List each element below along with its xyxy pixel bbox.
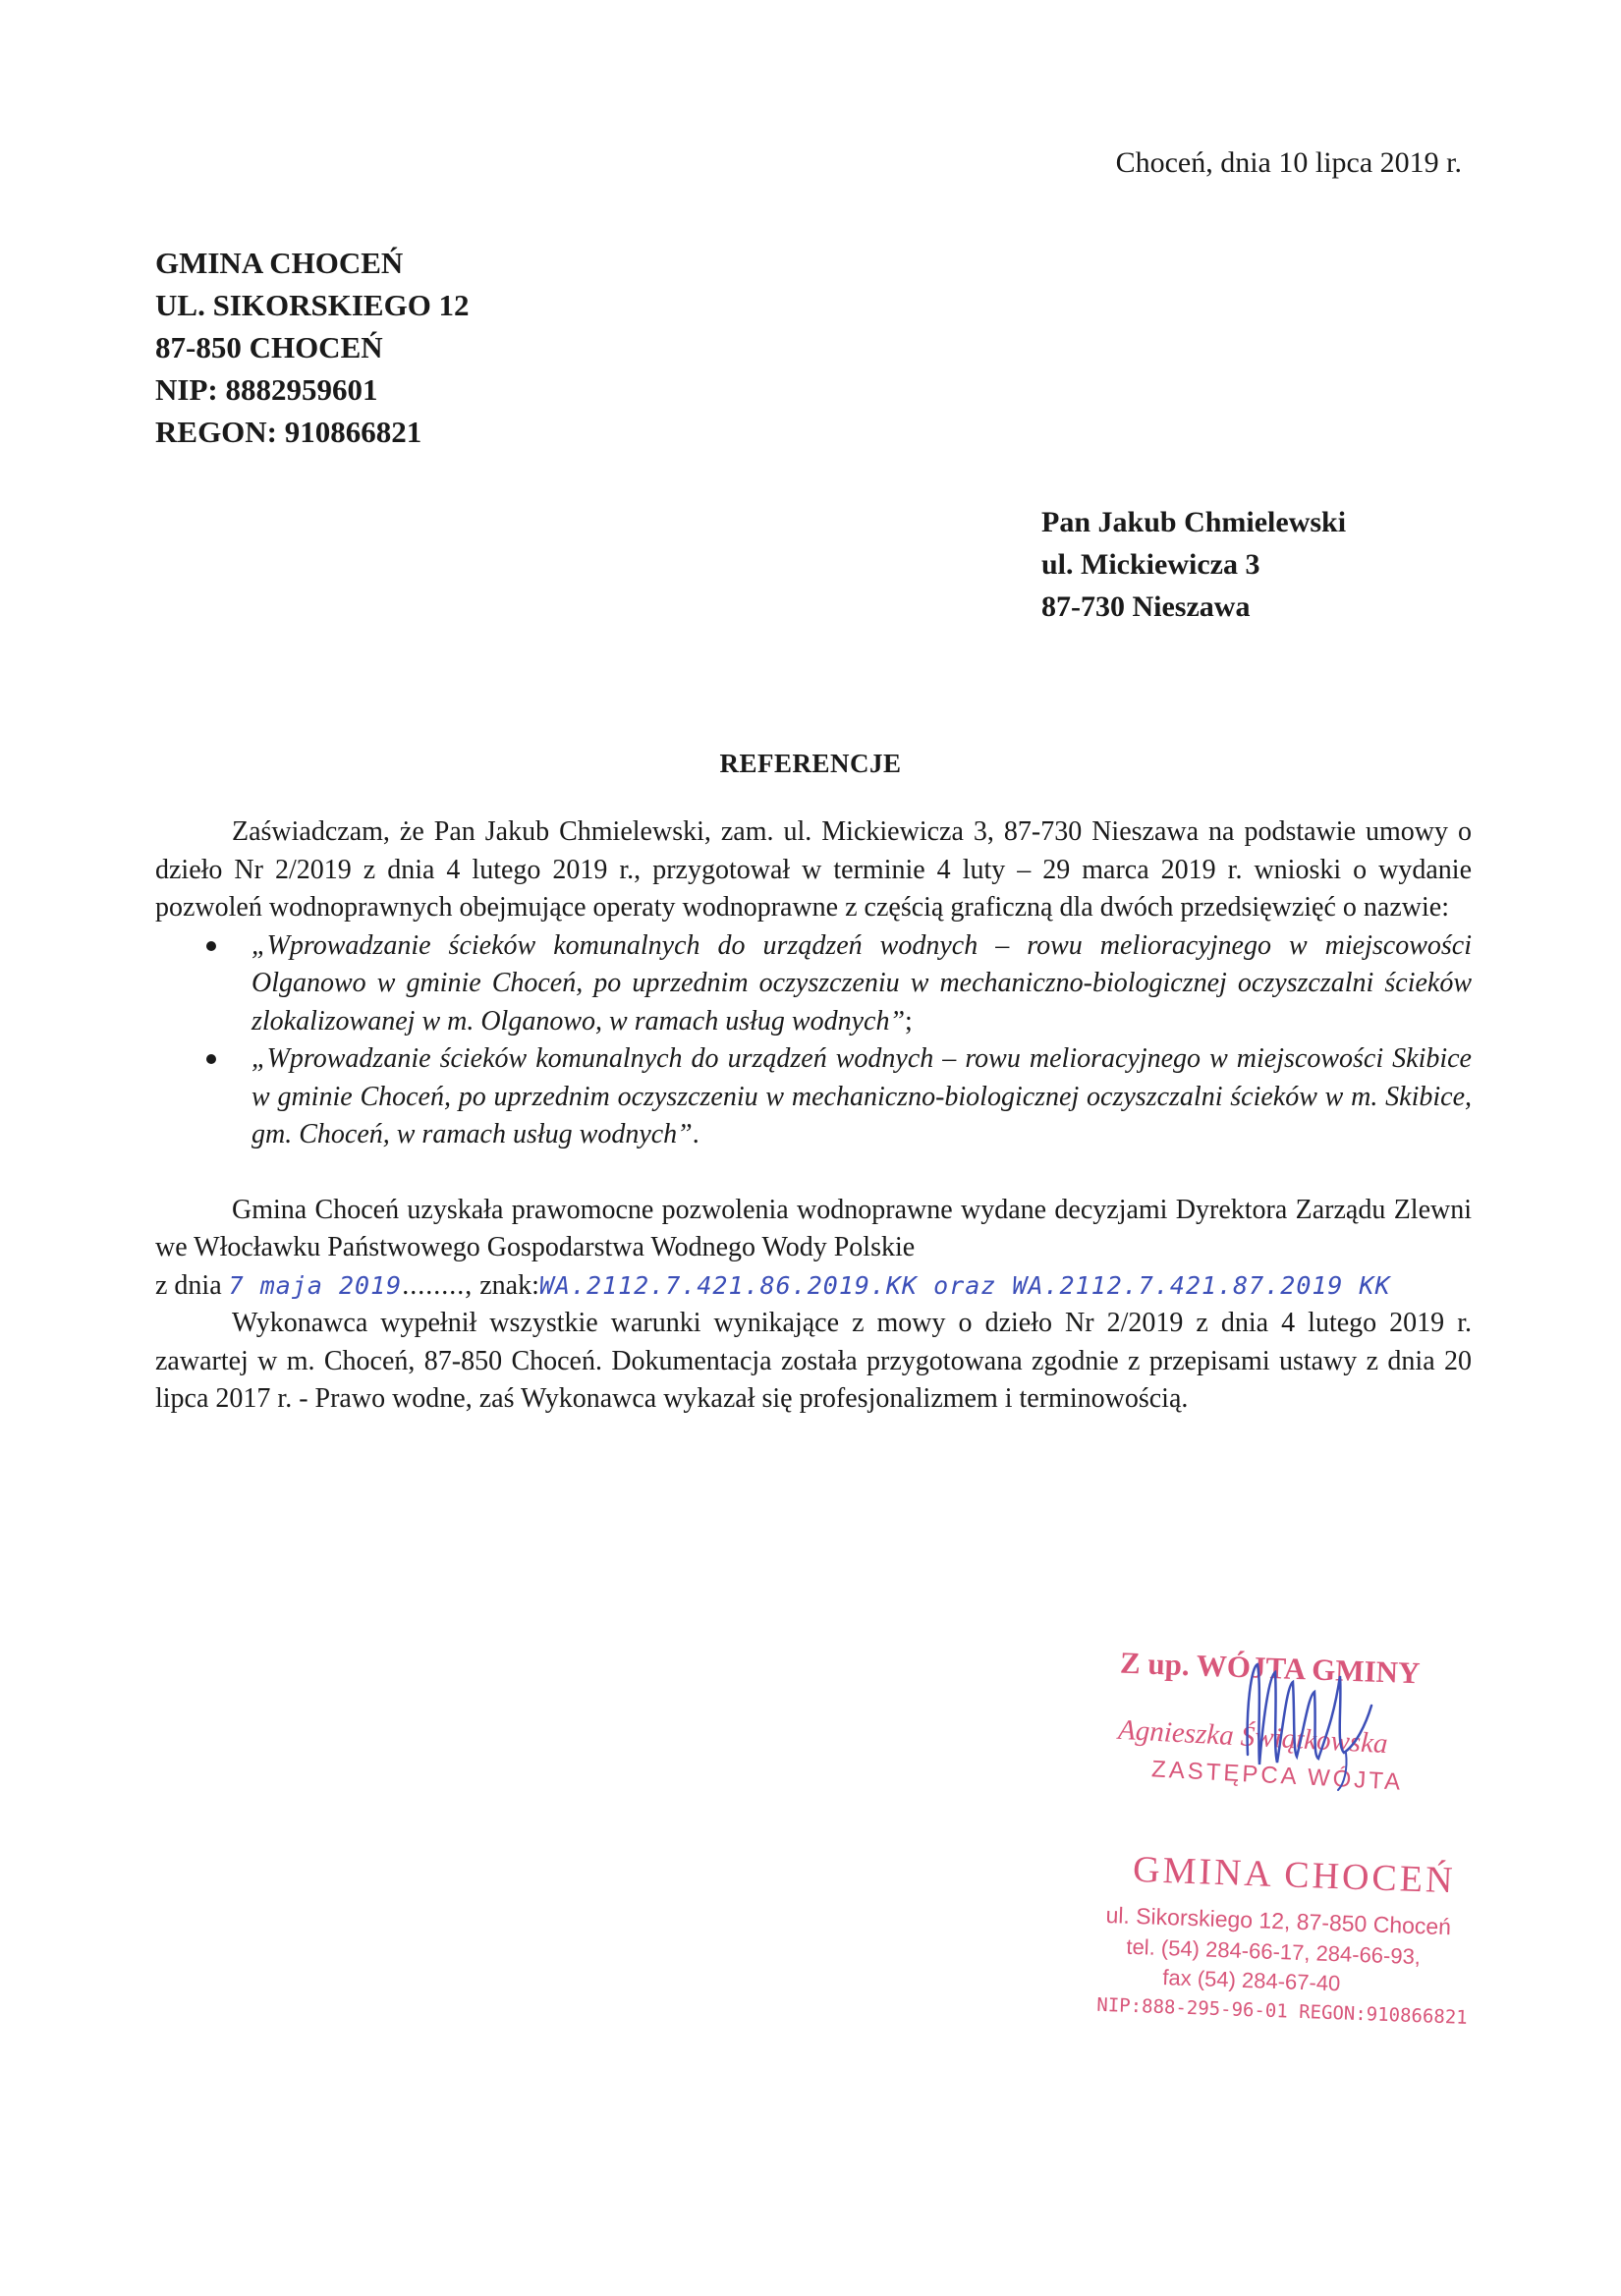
handwritten-date: 7 maja 2019 <box>228 1270 403 1300</box>
list-punctuation: . <box>692 1119 699 1149</box>
stamp-authorization: Z up. WÓJTA GMINY <box>1119 1645 1422 1691</box>
list-item <box>155 927 1472 1041</box>
document-title: REFERENCJE <box>719 749 902 778</box>
paragraph-gap <box>155 1154 1472 1192</box>
paragraph-permits: Gmina Choceń uzyskała prawomocne pozwolenia wodnoprawne wydane decyzjami Dyrektora Zarządu Zlewni we Włocławku Państwowego Gospodarstwa Wodnego Wody Polskie <box>155 1194 1472 1262</box>
stamp-phone: tel. (54) 284-66-17, 284-66-93, <box>1126 1933 1422 1970</box>
paragraph-conclusion: Wykonawca wypełnił wszystkie warunki wynikające z mowy o dzieło Nr 2/2019 z dnia 4 lutego 2019 r. zawartej w m. Choceń, 87-850 Choceń. Dokumentacja została przygotowana zgodnie z przepisami ustawy z dnia 20 lipca 2017 r. - Prawo wodne, zaś Wykonawca wykazał się profesjonalizmem i terminowością. <box>155 1308 1472 1414</box>
place-and-date: Choceń, dnia 10 lipca 2019 r. <box>1115 146 1462 179</box>
permit-fill-line <box>155 1267 1472 1306</box>
sender-address <box>155 242 470 453</box>
fill-dots: ........, <box>402 1269 474 1301</box>
letter-body <box>155 813 1472 1419</box>
sender-street: UL. SIKORSKIEGO 12 <box>155 288 470 322</box>
sender-regon: REGON: 910866821 <box>155 415 422 449</box>
municipal-stamp <box>1096 1847 1539 2078</box>
stamp-tax-ids: NIP:888-295-96-01 REGON:910866821 <box>1096 1993 1469 2029</box>
recipient-name: Pan Jakub Chmielewski <box>1041 506 1347 538</box>
sender-nip: NIP: 8882959601 <box>155 372 378 407</box>
list-item <box>155 1040 1472 1154</box>
date-prefix: z dnia <box>155 1269 222 1301</box>
bullet-icon <box>206 941 216 951</box>
stamp-municipality-name: GMINA CHOCEŃ <box>1132 1848 1457 1902</box>
project-name: „Wprowadzanie ścieków komunalnych do urządzeń wodnych – rowu melioracyjnego w miejscowości Skibice w gminie Choceń, po uprzednim oczyszczeniu w mechaniczno-biologicznej oczyszczalni ścieków w m. Skibice, gm. Choceń, w ramach usług wodnych” <box>252 1043 1472 1149</box>
project-list <box>155 927 1472 1154</box>
sender-city: 87-850 CHOCEŃ <box>155 330 383 364</box>
paragraph-intro: Zaświadczam, że Pan Jakub Chmielewski, zam. ul. Mickiewicza 3, 87-730 Nieszawa na podstawie umowy o dzieło Nr 2/2019 z dnia 4 lutego 2019 r., przygotował w terminie 4 luty – 29 marca 2019 r. wnioski o wydanie pozwoleń wodnoprawnych obejmujące operaty wodnoprawne z częścią graficzną dla dwóch przedsięwzięć o nazwie: <box>155 816 1472 923</box>
stamp-signatory-name: Agnieszka Świątkowska <box>1117 1713 1389 1761</box>
bullet-icon <box>206 1054 216 1064</box>
list-punctuation: ; <box>905 1005 913 1036</box>
stamp-position: ZASTĘPCA WÓJTA <box>1150 1756 1404 1796</box>
project-name: „Wprowadzanie ścieków komunalnych do urządzeń wodnych – rowu melioracyjnego w miejscowości Olganowo w gminie Choceń, po uprzednim oczyszczeniu w mechaniczno-biologicznej oczyszczalni ścieków zlokalizowanej w m. Olganowo, w ramach usług wodnych” <box>252 929 1472 1036</box>
recipient-city: 87-730 Nieszawa <box>1041 590 1251 623</box>
stamp-fax: fax (54) 284-67-40 <box>1161 1965 1341 1996</box>
handwritten-signature <box>1218 1647 1415 1794</box>
sender-name: GMINA CHOCEŃ <box>155 246 404 280</box>
recipient-street: ul. Mickiewicza 3 <box>1041 548 1260 581</box>
sign-label: znak: <box>479 1269 539 1301</box>
stamp-address: ul. Sikorskiego 12, 87-850 Choceń <box>1105 1901 1452 1940</box>
handwritten-case-numbers: WA.2112.7.421.86.2019.KK oraz WA.2112.7.421.87.2019 KK <box>538 1270 1391 1300</box>
recipient-address <box>1041 501 1346 628</box>
